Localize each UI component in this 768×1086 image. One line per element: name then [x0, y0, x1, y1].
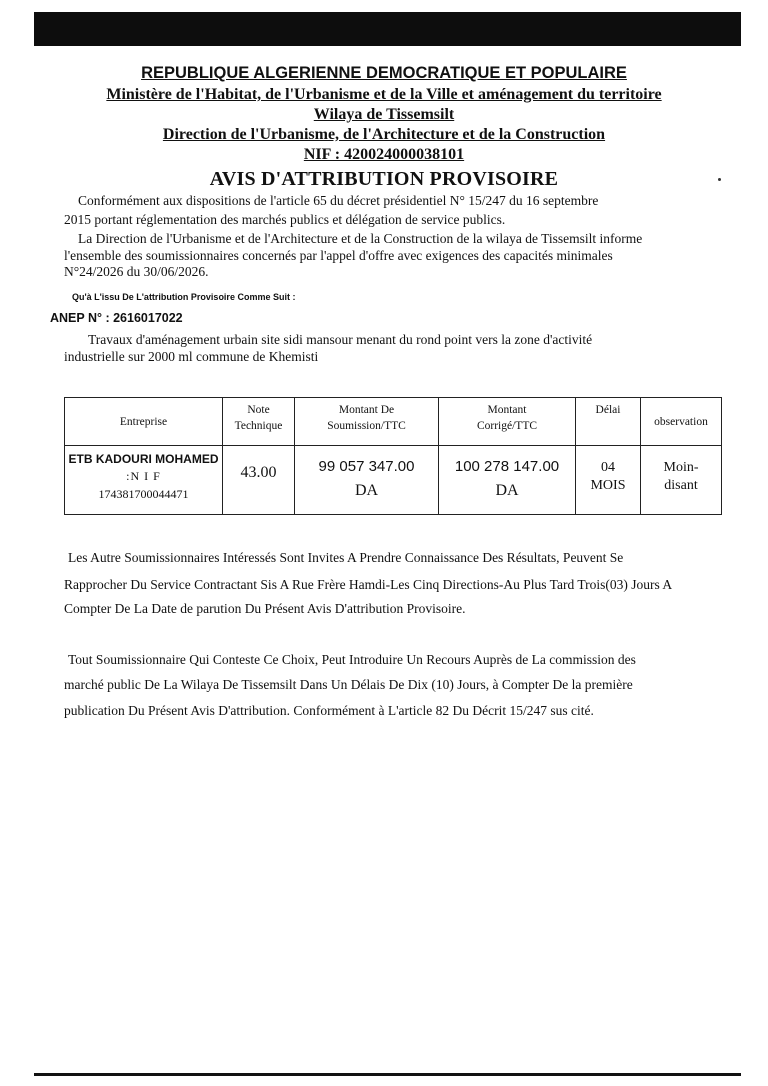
notice1-line3: Compter De La Date de parution Du Présent Avis D'attribution Provisoire.: [64, 601, 466, 616]
montant-corrige-value: 100 278 147.00: [454, 458, 560, 475]
notice1-line2: Rapprocher Du Service Contractant Sis A Rue Frère Hamdi-Les Cinq Directions-Au Plus Tard Trois(03) Jours A: [64, 577, 673, 592]
project-line2: industrielle sur 2000 ml commune de Khemisti: [64, 349, 319, 364]
table-header-row: [65, 398, 722, 446]
header-republic: REPUBLIQUE ALGERIENNE DEMOCRATIQUE ET POPULAIRE: [141, 64, 627, 82]
entreprise-name: ETB KADOURI MOHAMED: [68, 452, 219, 466]
intro-p2-line2: l'ensemble des soumissionnaires concernés par l'appel d'offre avec exigences des capacités minimales: [64, 248, 613, 263]
cell-note: 43.00: [223, 446, 295, 515]
entreprise-nif-label: :N I F: [126, 469, 161, 483]
notice1-line1: Les Autre Soumissionnaires Intéressés Sont Invites A Prendre Connaissance Des Résultats, Peuvent Se: [68, 550, 624, 565]
header-observation: observation: [641, 398, 722, 446]
header-montant-corrige: Montant Corrigé/TTC: [439, 398, 576, 446]
notice2-line1: Tout Soumissionnaire Qui Conteste Ce Choix, Peut Introduire Un Recours Auprès de La commission des: [68, 652, 636, 667]
montant-corrige-unit: DA: [495, 482, 519, 499]
cell-montant-corrige: [439, 446, 576, 515]
delai-value: 04: [601, 460, 615, 475]
montant-soumission-value: 99 057 347.00: [318, 458, 415, 475]
cell-entreprise: [65, 446, 223, 515]
subheading: Qu'à L'issu De L'attribution Provisoire Comme Suit :: [72, 292, 296, 302]
header-entreprise: Entreprise: [65, 398, 223, 446]
intro-p2-line3: N°24/2026 du 30/06/2026.: [64, 264, 209, 279]
attribution-table: [64, 397, 722, 515]
delai-unit: MOIS: [590, 478, 626, 493]
header-delai: Délai: [576, 398, 641, 446]
entreprise-nif-value: 174381700044471: [98, 487, 189, 501]
cell-montant-soumission: [295, 446, 439, 515]
cell-observation: [641, 446, 722, 515]
intro-p1-line2: 2015 portant réglementation des marchés publics et délégation de service publics.: [64, 212, 506, 227]
header-note: Note Technique: [223, 398, 295, 446]
bottom-rule: [34, 1073, 741, 1076]
header-direction: Direction de l'Urbanisme, de l'Architecture et de la Construction: [162, 126, 606, 143]
anep-number: ANEP N° : 2616017022: [50, 311, 183, 325]
page-title: AVIS D'ATTRIBUTION PROVISOIRE: [209, 168, 559, 190]
intro-p2-line1: La Direction de l'Urbanisme et de l'Architecture et de la Construction de la wilaya de Tissemsilt informe: [78, 231, 643, 246]
header-ministry: Ministère de l'Habitat, de l'Urbanisme et de la Ville et aménagement du territoire: [106, 86, 662, 103]
header-montant-soumission: Montant De Soumission/TTC: [295, 398, 439, 446]
montant-soumission-unit: DA: [354, 482, 379, 499]
intro-p1-line1: Conformément aux dispositions de l'article 65 du décret présidentiel N° 15/247 du 16 septembre: [78, 193, 599, 208]
observation-line2: disant: [664, 478, 698, 493]
cell-delai: [576, 446, 641, 515]
table-row: [65, 446, 722, 515]
header-nif: NIF : 420024000038101: [303, 146, 465, 163]
top-black-bar: [34, 12, 741, 46]
project-line1: Travaux d'aménagement urbain site sidi mansour menant du rond point vers la zone d'activité: [88, 332, 593, 347]
notice2-line2: marché public De La Wilaya De Tissemsilt Dans Un Délais De Dix (10) Jours, à Compter De la première: [64, 677, 633, 692]
observation-line1: Moin-: [663, 460, 699, 475]
notice2-line3: publication Du Présent Avis D'attribution. Conformément à L'article 82 Du Décrit 15/247 sus cité.: [64, 703, 594, 718]
header-wilaya: Wilaya de Tissemsilt: [313, 106, 455, 123]
stray-dot: [718, 178, 721, 181]
